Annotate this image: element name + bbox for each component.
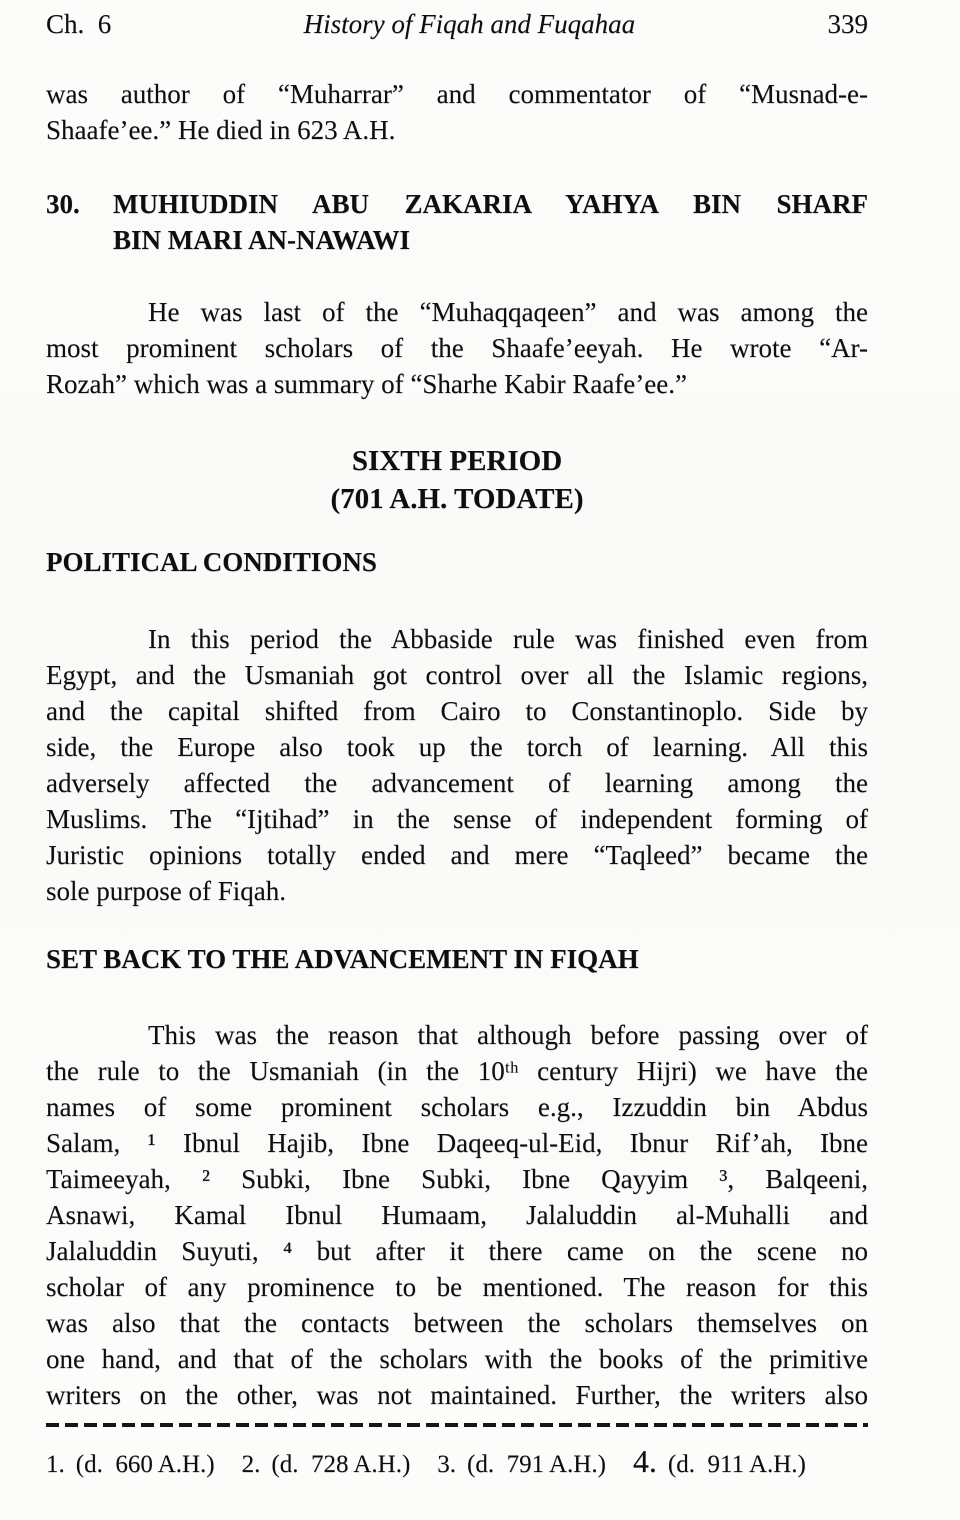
footnote-text: (d. 660 A.H.) (75, 1451, 215, 1478)
paragraph-line: writers on the other, was not maintained. Further, the writers also (46, 1380, 868, 1410)
paragraph-line: side, the Europe also took up the torch of learning. All this (46, 732, 868, 762)
page-content (46, 76, 868, 1483)
paragraph-line: Juristic opinions totally ended and mere “Taqleed” became the (46, 840, 868, 870)
paragraph-line: one hand, and that of the scholars with the books of the primitive (46, 1344, 868, 1374)
heading-line: MUHIUDDIN ABU ZAKARIA YAHYA BIN SHARF (113, 189, 868, 219)
heading-number: 30. (46, 189, 80, 219)
paragraph-line: was author of “Muharrar” and commentator of “Musnad-e- (46, 79, 868, 109)
section-heading (46, 941, 868, 977)
paragraph-line: Shaafe’ee.” He died in 623 A.H. (46, 115, 396, 145)
footnote-number: 2. (241, 1451, 261, 1478)
paragraph-line: Asnawi, Kamal Ibnul Humaam, Jalaluddin al-Muhalli and (46, 1200, 868, 1230)
paragraph-line: names of some prominent scholars e.g., Izzuddin bin Abdus (46, 1092, 868, 1122)
footnotes (46, 1443, 868, 1483)
paragraph-line: Salam, ¹ Ibnul Hajib, Ibne Daqeeq-ul-Eid, Ibnur Rif’ah, Ibne (46, 1128, 868, 1158)
footnote-text: (d. 791 A.H.) (467, 1451, 606, 1478)
section-heading (46, 544, 868, 580)
footnote-item (242, 1447, 411, 1483)
paragraph-line: Rozah” which was a summary of “Sharhe Kabir Raafe’ee.” (46, 369, 687, 399)
footnote-number: 3. (437, 1451, 457, 1478)
footnote-item (437, 1447, 606, 1483)
footnote-separator (46, 1423, 868, 1427)
paragraph-line: He was last of the “Muhaqqaqeen” and was among the (148, 297, 868, 327)
heading-line: POLITICAL CONDITIONS (46, 547, 377, 577)
paragraph-line: Taimeeyah, ² Subki, Ibne Subki, Ibne Qayyim ³, Balqeeni, (46, 1164, 868, 1194)
paragraph-line: Jalaluddin Suyuti, ⁴ but after it there came on the scene no (46, 1236, 868, 1266)
heading-line: SET BACK TO THE ADVANCEMENT IN FIQAH (46, 944, 639, 974)
paragraph-line: adversely affected the advancement of learning among the (46, 768, 868, 798)
footnote-number: 1. (46, 1451, 65, 1478)
paragraph-line: and the capital shifted from Cairo to Constantinoplo. Side by (46, 696, 868, 726)
paragraph (46, 621, 868, 909)
paragraph (46, 76, 868, 148)
paragraph-line: Muslims. The “Ijtihad” in the sense of independent forming of (46, 804, 868, 834)
paragraph-line: In this period the Abbaside rule was finished even from (148, 624, 868, 654)
paragraph (46, 1017, 868, 1413)
paragraph-line: the rule to the Usmaniah (in the 10ᵗʰ century Hijri) we have the (46, 1056, 868, 1086)
heading-line: SIXTH PERIOD (351, 445, 563, 477)
footnote-text: (d. 728 A.H.) (271, 1451, 411, 1478)
chapter-label: Ch. 6 (46, 9, 112, 39)
paragraph-line: scholar of any prominence to be mentioned. The reason for this (46, 1272, 868, 1302)
paragraph-line: Egypt, and the Usmaniah got control over all the Islamic regions, (46, 660, 868, 690)
footnote-number: 4. (632, 1443, 657, 1479)
heading-line: BIN MARI AN-NAWAWI (113, 225, 411, 255)
paragraph-line: sole purpose of Fiqah. (46, 876, 286, 906)
centered-heading (46, 442, 868, 518)
paragraph-line: most prominent scholars of the Shaafe’eeyah. He wrote “Ar- (46, 333, 868, 363)
footnote-item (633, 1443, 806, 1483)
footnote-item (46, 1447, 215, 1483)
paragraph-line: This was the reason that although before passing over of (148, 1020, 868, 1050)
footnote-text: (d. 911 A.H.) (667, 1451, 806, 1478)
paragraph-line: was also that the contacts between the scholars themselves on (46, 1308, 868, 1338)
running-title: History of Fiqah and Fuqahaa (303, 9, 636, 39)
page-number: 339 (827, 9, 868, 39)
page-header (46, 6, 868, 42)
heading-text (113, 186, 868, 258)
numbered-heading (46, 186, 868, 258)
paragraph (46, 294, 868, 402)
heading-line: (701 A.H. TODATE) (330, 483, 584, 515)
